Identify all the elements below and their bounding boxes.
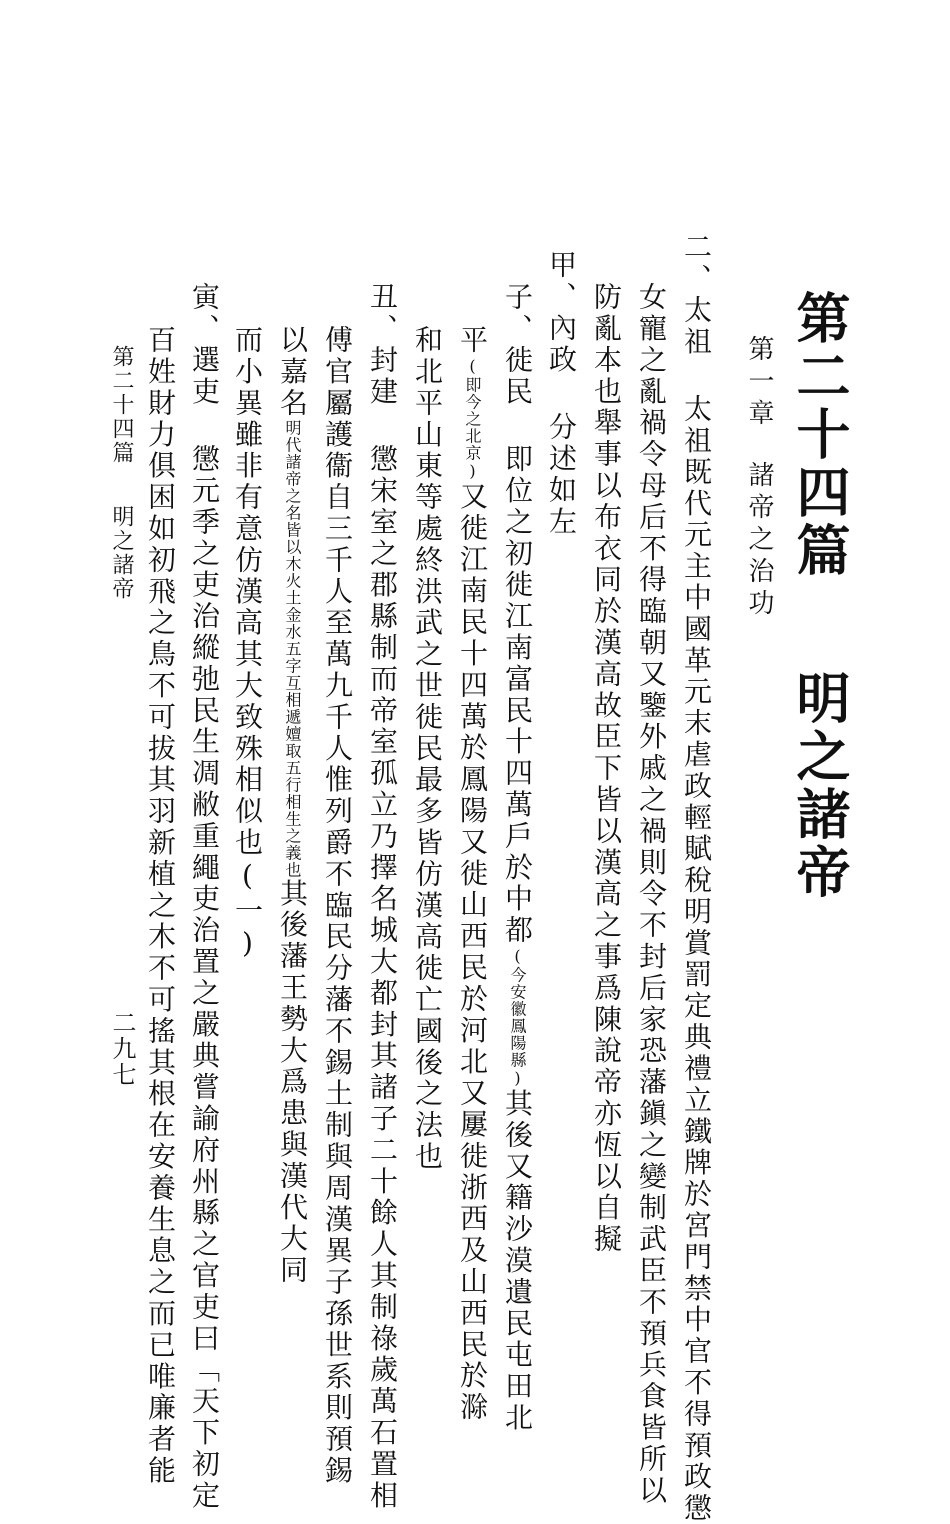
text-column: 丑、封建 懲宋室之郡縣制而帝室孤立乃擇名城大都封其諸子二十餘人其制祿歲萬石置相	[366, 282, 399, 1512]
text-column: 防亂本也舉事以布衣同於漢高故臣下皆以漢高之事爲陳說帝亦恆以自擬	[590, 282, 623, 1256]
text-column: 二、太祖 太祖既代元主中國革元末虐政輕賦稅明賞罰定典禮立鐵牌於宮門禁中官不得預政懲	[680, 232, 713, 1524]
running-head-part: 第二十四篇	[109, 345, 134, 465]
text-column	[276, 325, 309, 1287]
chapter-title: 諸帝之治功	[744, 461, 774, 621]
part-number: 第二十四篇	[788, 290, 852, 580]
inline-note: (即今之北京)	[463, 356, 482, 482]
text-column: 甲、內政 分述如左	[545, 250, 578, 538]
running-head	[110, 345, 132, 601]
text-run: 以嘉名	[276, 325, 309, 420]
text-run: 平	[456, 325, 489, 357]
text-column: 寅、選吏 懲元季之吏治縱弛民生凋敝重繩吏治置之嚴典嘗諭府州縣之官吏曰「天下初定	[188, 282, 221, 1512]
text-run: 其後又籍沙漠遺民屯田北	[501, 1088, 534, 1434]
running-head-title: 明之諸帝	[109, 505, 134, 601]
inline-note: (今安徽鳳陽縣)	[508, 946, 527, 1089]
text-run: 子、徙民 即位之初徙江南富民十四萬戶於中都	[501, 282, 534, 947]
text-run: 又徙江南民十四萬於鳳陽又徙山西民於河北又屢徙浙西及山西民於滁	[456, 481, 489, 1424]
part-heading	[788, 290, 852, 902]
text-column	[456, 325, 489, 1424]
text-column: 女寵之亂禍令母后不得臨朝又鑒外戚之禍則令不封后家恐藩鎭之變制武臣不預兵食皆所以	[635, 282, 668, 1507]
chapter-number: 第一章	[744, 335, 774, 431]
inline-note: 明代諸帝之名皆以木火土金水五字互相遞嬗取五行相生之義也	[283, 419, 302, 879]
part-title: 明之諸帝	[788, 670, 852, 902]
chapter-heading	[746, 335, 772, 621]
text-run: 其後藩王勢大爲患與漢代大同	[276, 878, 309, 1287]
text-column	[501, 282, 534, 1434]
page-number: 二九七	[108, 1010, 136, 1088]
text-column: 和北平山東等處終洪武之世徙民最多皆仿漢高徙亡國後之法也	[411, 325, 444, 1173]
text-column: 百姓財力俱困如初飛之鳥不可拔其羽新植之木不可搖其根在安養生息之而已唯廉者能	[144, 325, 177, 1487]
text-column: 而小異雖非有意仿漢高其大致殊相似也(一)	[231, 325, 264, 963]
text-column: 傅官屬護衞自三千人至萬九千人惟列爵不臨民分藩不錫土制與周漢異子孫世系則預錫	[321, 325, 354, 1487]
